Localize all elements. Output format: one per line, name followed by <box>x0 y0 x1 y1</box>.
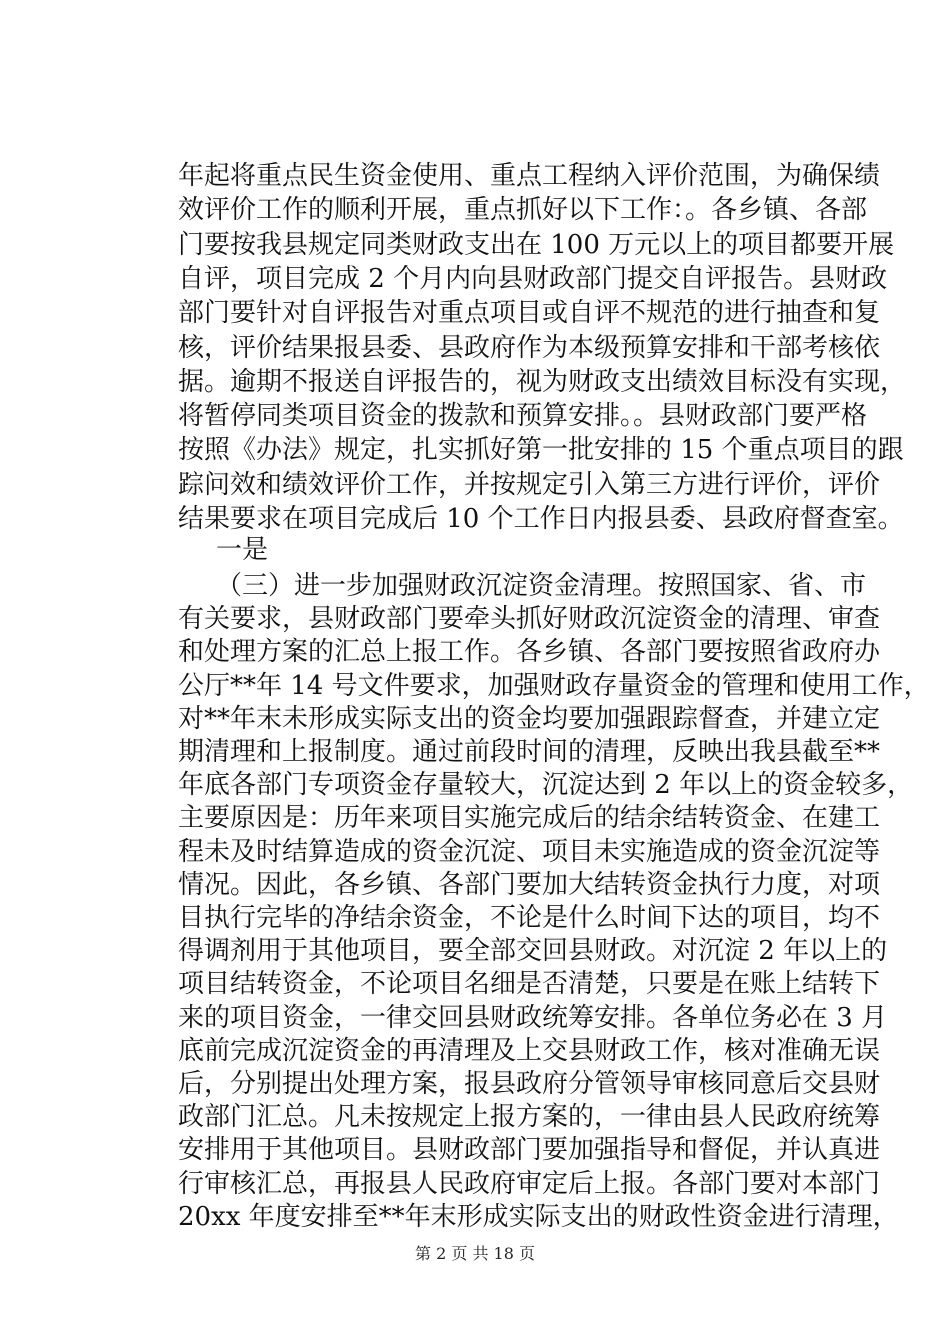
text-line: 踪问效和绩效评价工作，并按规定引入第三方进行评价，评价 <box>178 469 881 500</box>
text-line: 对**年末未形成实际支出的资金均要加强跟踪督查，并建立定 <box>178 703 881 734</box>
text-line: 得调剂用于其他项目，要全部交回县财政。对沉淀 2 年以上的 <box>178 936 888 967</box>
text-line: 行审核汇总，再报县人民政府审定后上报。各部门要对本部门 <box>178 1168 881 1199</box>
text-line: 将暂停同类项目资金的拨款和预算安排。。县财政部门要严格 <box>178 401 868 432</box>
text-line: 期清理和上报制度。通过前段时间的清理，反映出我县截至** <box>178 737 881 767</box>
text-line: 部门要针对自评报告对重点项目或自评不规范的进行抽查和复 <box>178 298 881 329</box>
text-line: 和处理方案的汇总上报工作。各乡镇、各部门要按照省政府办 <box>178 637 881 668</box>
text-line: 核，评价结果报县委、县政府作为本级预算安排和干部考核依 <box>178 332 881 363</box>
text-line: 有关要求，县财政部门要牵头抓好财政沉淀资金的清理、审查 <box>178 604 881 635</box>
text-line: 来的项目资金，一律交回县财政统筹安排。各单位务必在 3 月 <box>178 1002 888 1033</box>
text-line: 政部门汇总。凡未按规定上报方案的，一律由县人民政府统筹 <box>178 1102 881 1133</box>
text-line: 程未及时结算造成的资金沉淀、项目未实施造成的资金沉淀等 <box>178 836 881 867</box>
text-line: 后，分别提出处理方案，报县政府分管领导审核同意后交县财 <box>178 1069 881 1099</box>
text-line: 年底各部门专项资金存量较大，沉淀达到 2 年以上的资金较多， <box>178 770 914 801</box>
text-line: （三）进一步加强财政沉淀资金清理。按照国家、省、市 <box>216 571 867 601</box>
text-line: 安排用于其他项目。县财政部门要加强指导和督促，并认真进 <box>178 1135 881 1166</box>
text-line: 主要原因是：历年来项目实施完成后的结余结转资金、在建工 <box>178 803 881 834</box>
text-line: 目执行完毕的净结余资金，不论是什么时间下达的项目，均不 <box>178 903 881 933</box>
text-line: 门要按我县规定同类财政支出在 100 万元以上的项目都要开展 <box>178 229 895 260</box>
text-line: 结果要求在项目完成后 10 个工作日内报县委、县政府督查室。 <box>178 504 904 534</box>
text-line: 自评，项目完成 2 个月内向县财政部门提交自评报告。县财政 <box>178 263 888 294</box>
text-line: 情况。因此，各乡镇、各部门要加大结转资金执行力度，对项 <box>178 869 881 900</box>
text-line: 20xx 年度安排至**年末形成实际支出的财政性资金进行清理， <box>178 1201 899 1232</box>
standalone-label: 一是 <box>216 535 269 565</box>
text-line: 据。逾期不报送自评报告的，视为财政支出绩效目标没有实现， <box>178 366 907 397</box>
text-line: 公厅**年 14 号文件要求，加强财政存量资金的管理和使用工作， <box>178 670 930 701</box>
text-line: 按照《办法》规定，扎实抓好第一批安排的 15 个重点项目的跟 <box>178 435 904 466</box>
text-line: 项目结转资金，不论项目名细是否清楚，只要是在账上结转下 <box>178 969 881 1000</box>
text-line: 底前完成沉淀资金的再清理及上交县财政工作，核对准确无误 <box>178 1035 881 1066</box>
text-line: 年起将重点民生资金使用、重点工程纳入评价范围，为确保绩 <box>178 161 881 191</box>
page-number-footer: 第 2 页 共 18 页 <box>415 1244 535 1263</box>
text-line: 效评价工作的顺利开展，重点抓好以下工作：。各乡镇、各部 <box>178 195 868 226</box>
